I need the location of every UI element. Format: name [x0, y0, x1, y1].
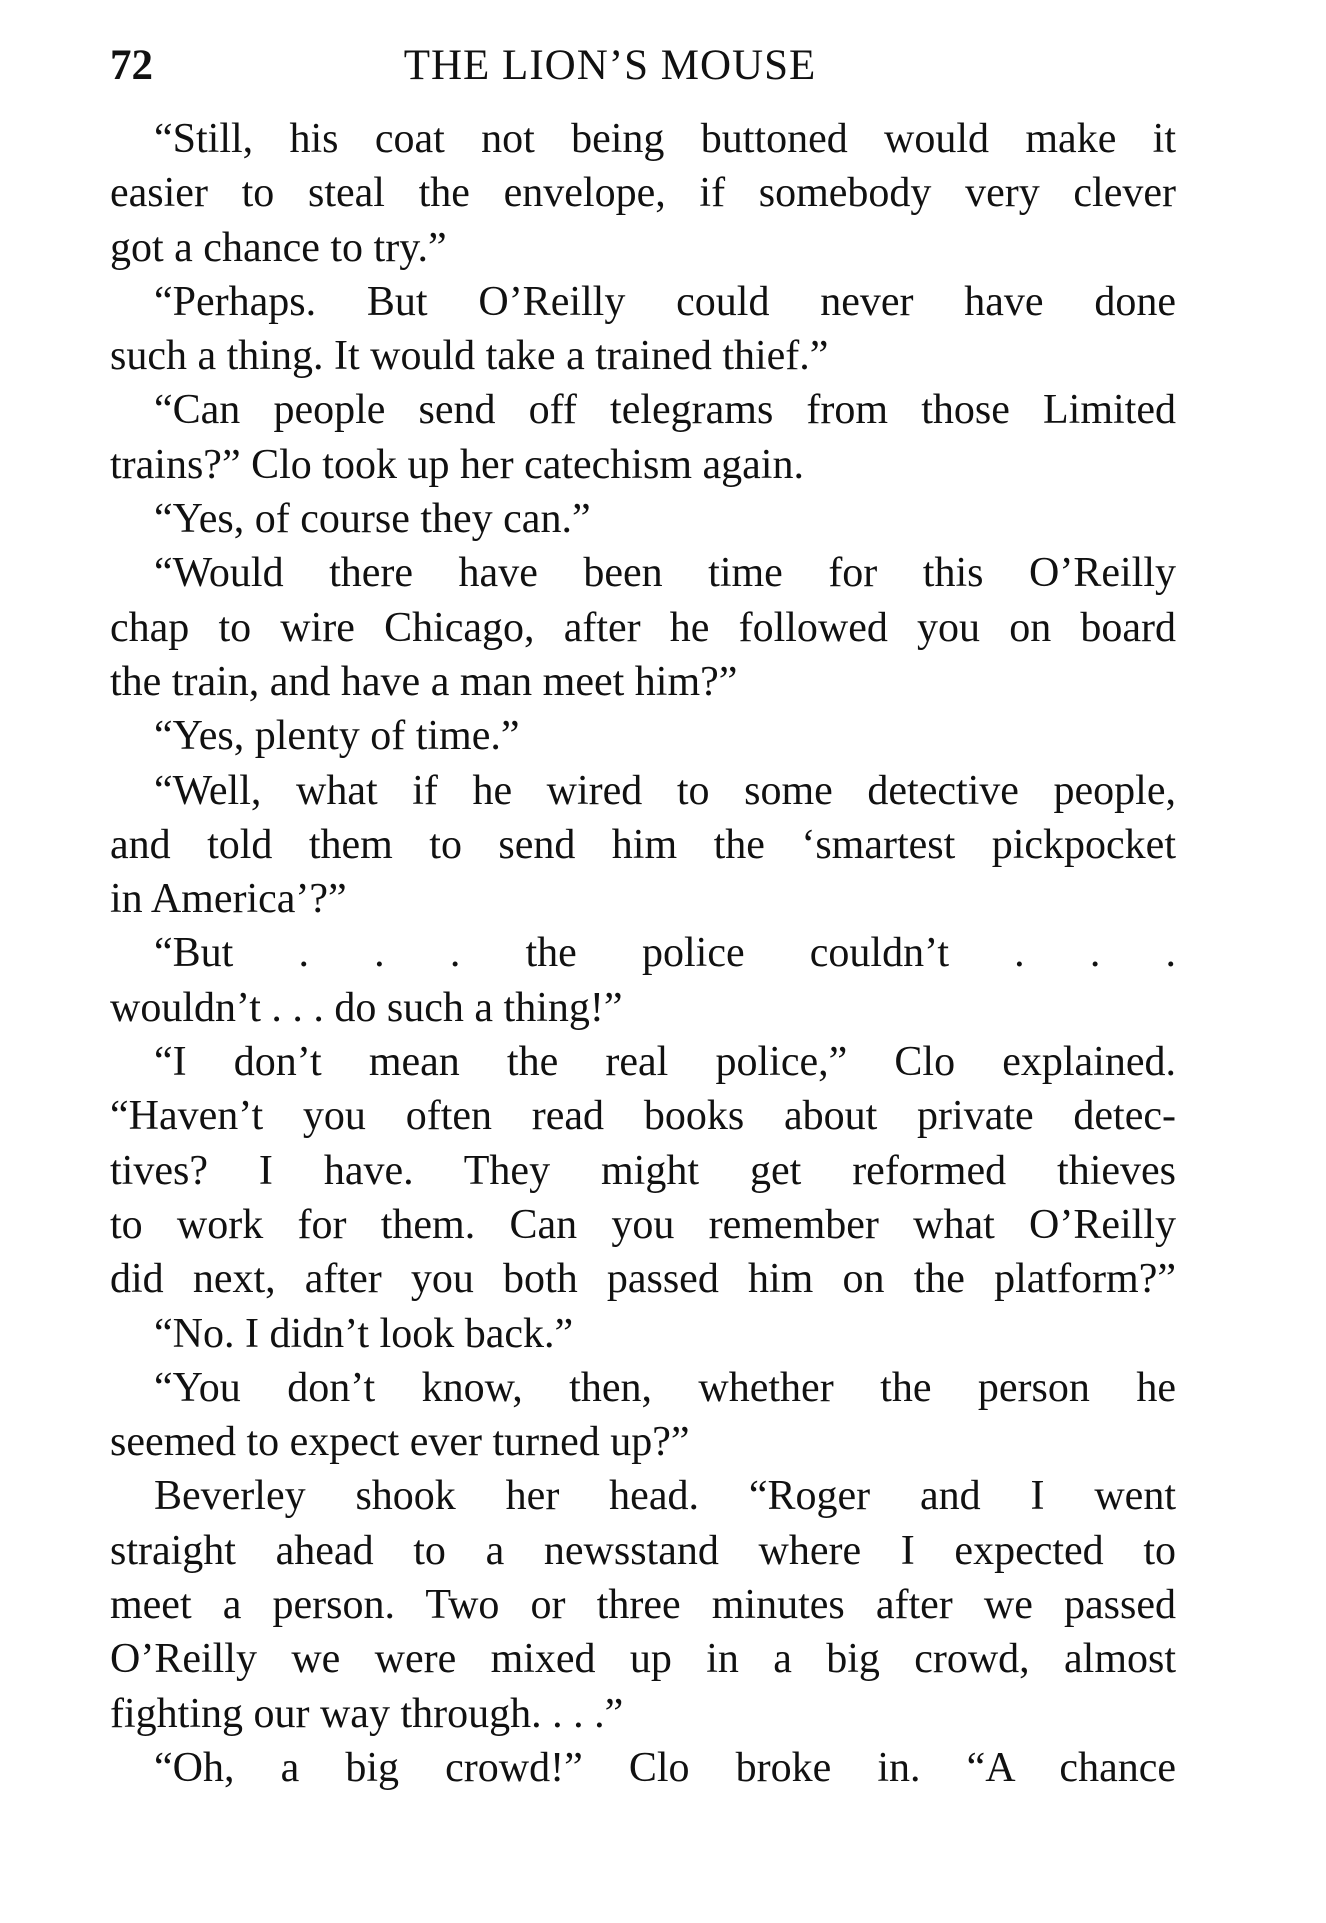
text-line: “I don’t mean the real police,” Clo explained.	[154, 1039, 1176, 1086]
text-line: and told them to send him the ‘smartest pickpocket	[110, 821, 1176, 868]
text-line: “No. I didn’t look back.”	[154, 1310, 574, 1357]
body-text	[110, 112, 1176, 1795]
text-line: “But . . . the police couldn’t . . .	[154, 930, 1176, 977]
text-line: “Would there have been time for this O’Reilly	[154, 550, 1176, 597]
text-line: fighting our way through. . . .”	[110, 1690, 624, 1737]
text-line: got a chance to try.”	[110, 224, 447, 271]
text-line: Beverley shook her head. “Roger and I went	[154, 1473, 1176, 1520]
text-line: did next, after you both passed him on the platform?”	[110, 1256, 1176, 1303]
text-line: chap to wire Chicago, after he followed you on board	[110, 604, 1176, 651]
text-line: “You don’t know, then, whether the person he	[154, 1364, 1176, 1411]
text-line: “Haven’t you often read books about private detec-	[110, 1093, 1176, 1140]
running-head: THE LION’S MOUSE	[403, 42, 817, 89]
text-line: in America’?”	[110, 876, 347, 923]
page-number: 72	[110, 42, 153, 89]
text-line: the train, and have a man meet him?”	[110, 658, 738, 705]
text-line: “Yes, of course they can.”	[154, 496, 591, 543]
text-line: “Can people send off telegrams from those Limited	[154, 387, 1176, 434]
page-header	[110, 36, 1176, 96]
text-line: trains?” Clo took up her catechism again.	[110, 441, 804, 488]
text-line: to work for them. Can you remember what O’Reilly	[110, 1201, 1176, 1248]
text-line: “Well, what if he wired to some detective people,	[154, 767, 1176, 814]
text-line: “Yes, plenty of time.”	[154, 713, 520, 760]
text-line: O’Reilly we were mixed up in a big crowd, almost	[110, 1636, 1176, 1683]
text-line: “Oh, a big crowd!” Clo broke in. “A chance	[154, 1744, 1176, 1791]
text-line: easier to steal the envelope, if somebody very clever	[110, 170, 1176, 217]
text-line: “Still, his coat not being buttoned would make it	[154, 116, 1176, 162]
text-line: “Perhaps. But O’Reilly could never have done	[154, 278, 1176, 325]
text-line: such a thing. It would take a trained thief.”	[110, 333, 829, 380]
text-line: wouldn’t . . . do such a thing!”	[110, 984, 623, 1031]
text-line: seemed to expect ever turned up?”	[110, 1419, 690, 1466]
text-line: tives? I have. They might get reformed thieves	[110, 1147, 1176, 1194]
text-line: straight ahead to a newsstand where I expected to	[110, 1527, 1176, 1574]
text-line: meet a person. Two or three minutes after we passed	[110, 1582, 1176, 1629]
